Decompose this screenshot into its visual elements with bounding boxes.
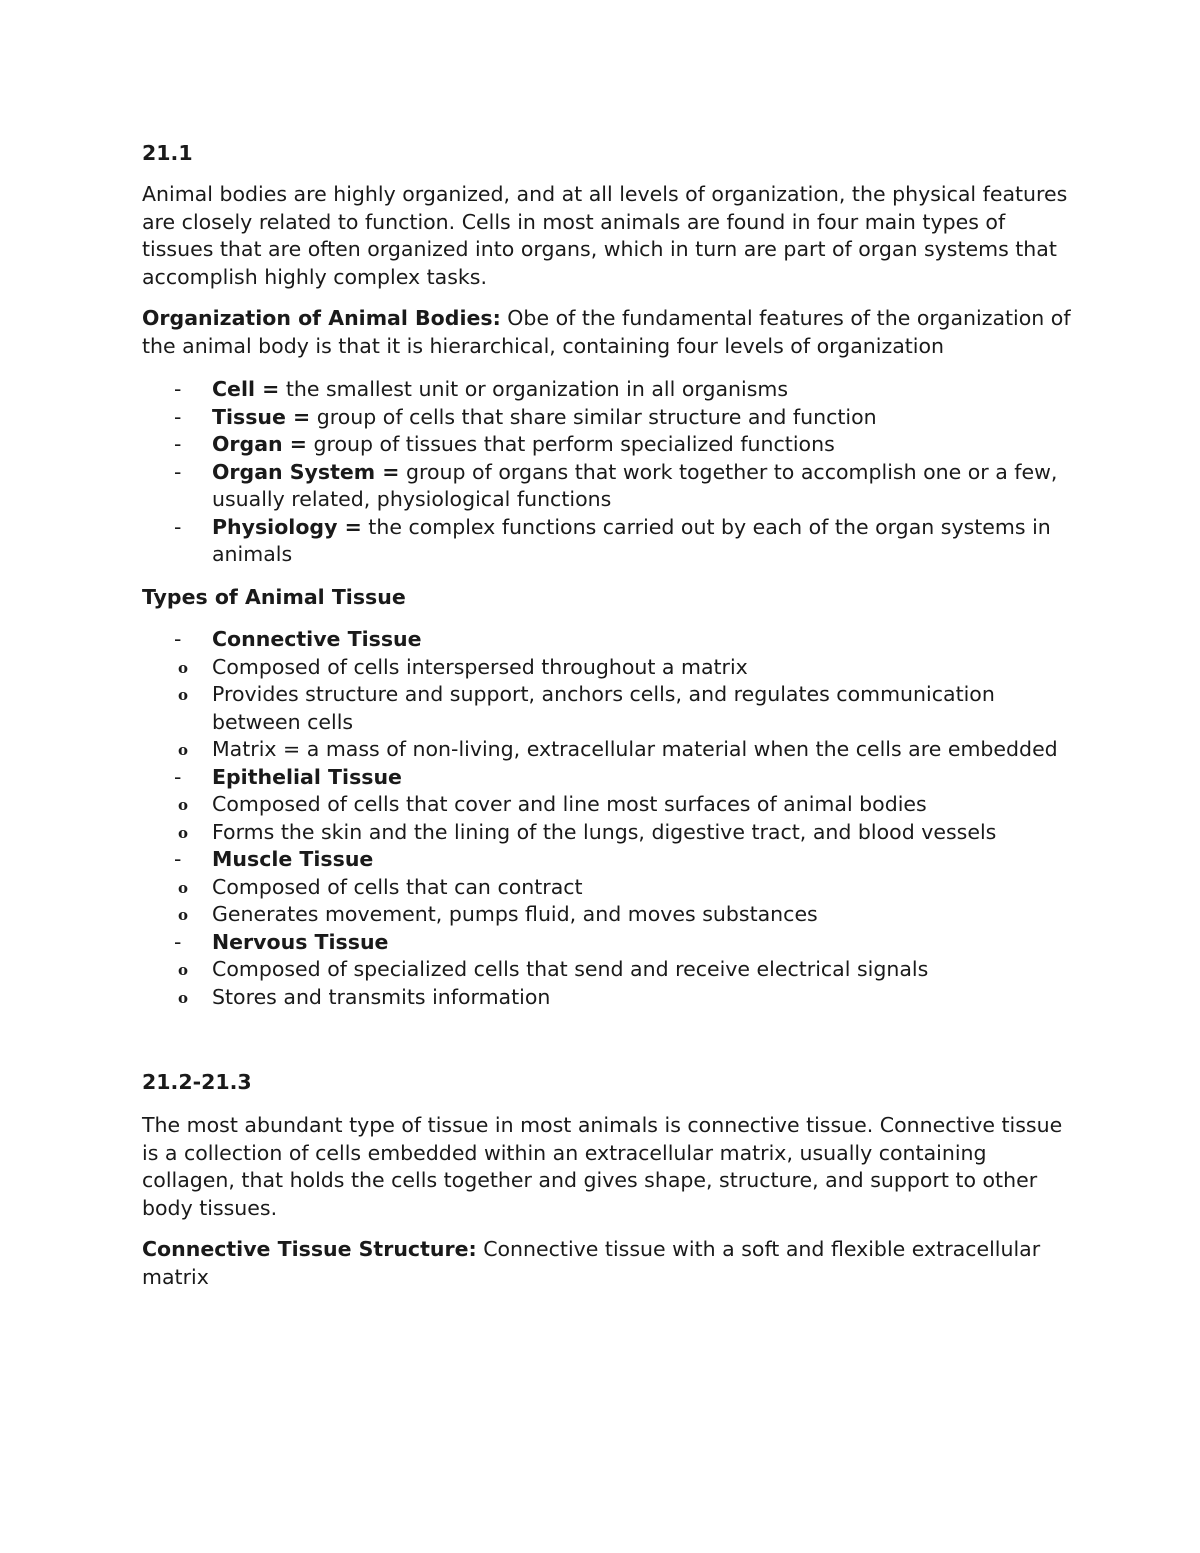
dash-marker: - bbox=[174, 377, 182, 401]
level-item-tissue bbox=[142, 404, 1072, 432]
level-item-organ bbox=[142, 431, 1072, 459]
tissue-point bbox=[142, 791, 1072, 819]
organization-paragraph bbox=[142, 305, 1072, 360]
tissue-point-text: Forms the skin and the lining of the lungs, digestive tract, and blood vessels bbox=[212, 819, 997, 844]
tissue-point bbox=[142, 984, 1072, 1012]
o-bullet-marker: o bbox=[178, 878, 189, 897]
level-term: Cell = bbox=[212, 377, 280, 401]
level-term: Tissue = bbox=[212, 404, 311, 429]
tissue-item-muscle bbox=[142, 846, 1072, 929]
tissue-name: Nervous Tissue bbox=[212, 929, 389, 954]
level-text: group of organs that work together to accomplish one or a few, usually related, physiological functions bbox=[212, 459, 1058, 511]
tissue-item-epithelial bbox=[142, 764, 1072, 847]
tissue-point bbox=[142, 681, 1072, 736]
dash-marker: - bbox=[174, 432, 182, 456]
organization-label: Organization of Animal Bodies: bbox=[142, 306, 501, 330]
section-heading-21-2-21-3: 21.2-21.3 bbox=[142, 1070, 252, 1094]
level-text: group of tissues that perform specialized functions bbox=[306, 432, 835, 456]
tissue-point-text: Composed of cells interspersed throughout a matrix bbox=[212, 654, 748, 679]
level-item-organ-system bbox=[142, 459, 1072, 514]
level-item-physiology bbox=[142, 514, 1072, 569]
tissue-name: Connective Tissue bbox=[212, 627, 422, 651]
tissue-point-text: Generates movement, pumps fluid, and moves substances bbox=[212, 902, 818, 926]
o-bullet-marker: o bbox=[178, 658, 189, 677]
level-term: Organ System = bbox=[212, 459, 400, 484]
dash-marker: - bbox=[174, 929, 182, 954]
tissue-types-list bbox=[142, 626, 1072, 1011]
connective-structure-text: Connective tissue with a soft and flexible extracellular matrix bbox=[142, 1237, 1041, 1289]
o-bullet-marker: o bbox=[178, 961, 189, 979]
dash-marker: - bbox=[174, 514, 182, 539]
intro-paragraph: Animal bodies are highly organized, and at all levels of organization, the physical features are closely related to function. Cells in most animals are found in four main types of tissues that are often organized into organs, which in turn are part of organ systems that accomplish highly complex tasks. bbox=[142, 182, 1068, 289]
level-text: the complex functions carried out by each of the organ systems in animals bbox=[212, 514, 1051, 566]
tissue-points-list bbox=[142, 791, 1072, 846]
document-page bbox=[142, 140, 1072, 1291]
section-heading-21-1: 21.1 bbox=[142, 141, 193, 165]
connective-intro-paragraph: The most abundant type of tissue in most animals is connective tissue. Connective tissue is a collection of cells embedded within an extracellular matrix, usually containing collagen, that holds the cells together and gives shape, structure, and support to other body tissues. bbox=[142, 1113, 1063, 1220]
tissue-point-text: Composed of specialized cells that send and receive electrical signals bbox=[212, 957, 929, 981]
tissue-point-text: Provides structure and support, anchors cells, and regulates communication between cells bbox=[212, 682, 995, 734]
tissue-point bbox=[142, 956, 1072, 984]
tissue-name: Epithelial Tissue bbox=[212, 764, 402, 789]
tissue-point bbox=[142, 654, 1072, 682]
tissue-name: Muscle Tissue bbox=[212, 847, 374, 871]
tissue-point bbox=[142, 901, 1072, 929]
tissue-point-text: Composed of cells that can contract bbox=[212, 874, 583, 899]
level-text: the smallest unit or organization in all organisms bbox=[279, 377, 789, 401]
level-text: group of cells that share similar structure and function bbox=[310, 404, 877, 429]
dash-marker: - bbox=[174, 627, 182, 651]
connective-structure-label: Connective Tissue Structure: bbox=[142, 1237, 477, 1261]
o-bullet-marker: o bbox=[178, 741, 189, 759]
dash-marker: - bbox=[174, 764, 182, 789]
o-bullet-marker: o bbox=[178, 988, 189, 1007]
o-bullet-marker: o bbox=[178, 686, 189, 704]
tissue-point bbox=[142, 874, 1072, 902]
tissue-point-text: Stores and transmits information bbox=[212, 984, 551, 1009]
connective-structure-paragraph bbox=[142, 1236, 1072, 1291]
o-bullet-marker: o bbox=[178, 823, 189, 842]
tissue-point bbox=[142, 819, 1072, 847]
tissue-item-connective bbox=[142, 626, 1072, 764]
organization-text: Obe of the fundamental features of the organization of the animal body is that it is hierarchical, containing four levels of organization bbox=[142, 306, 1071, 358]
tissue-point-text: Composed of cells that cover and line most surfaces of animal bodies bbox=[212, 792, 927, 816]
o-bullet-marker: o bbox=[178, 906, 189, 924]
level-item-cell bbox=[142, 376, 1072, 404]
level-term: Organ = bbox=[212, 432, 307, 456]
organization-levels-list bbox=[142, 376, 1072, 569]
level-term: Physiology = bbox=[212, 514, 362, 539]
types-heading: Types of Animal Tissue bbox=[142, 584, 406, 609]
tissue-points-list bbox=[142, 654, 1072, 764]
tissue-points-list bbox=[142, 874, 1072, 929]
dash-marker: - bbox=[174, 404, 182, 429]
tissue-point bbox=[142, 736, 1072, 764]
tissue-item-nervous bbox=[142, 929, 1072, 1012]
tissue-point-text: Matrix = a mass of non-living, extracellular material when the cells are embedded bbox=[212, 737, 1058, 761]
dash-marker: - bbox=[174, 459, 182, 484]
o-bullet-marker: o bbox=[178, 796, 189, 814]
tissue-points-list bbox=[142, 956, 1072, 1011]
dash-marker: - bbox=[174, 847, 182, 871]
